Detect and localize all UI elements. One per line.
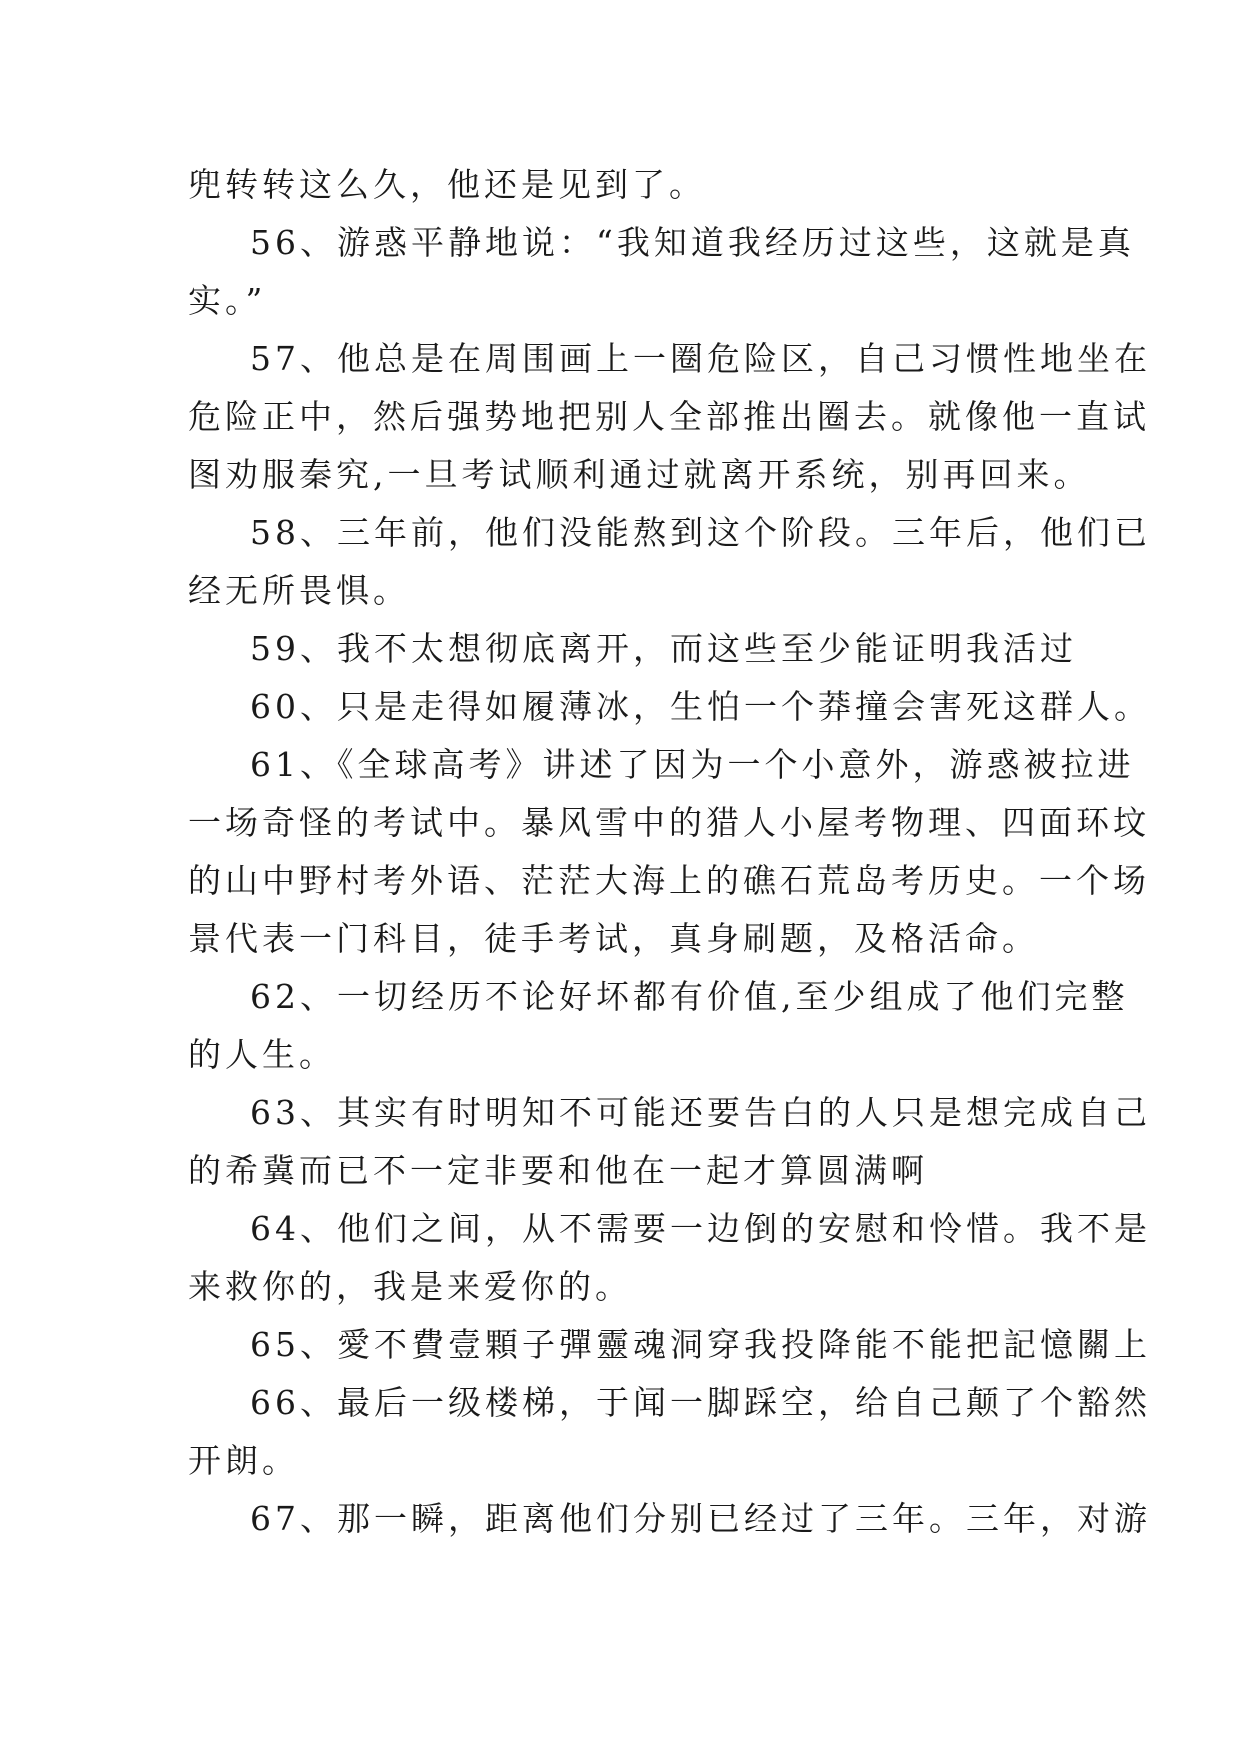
paragraph-65: 65、愛不費壹顆子彈靈魂洞穿我投降能不能把記憶關上 bbox=[250, 1325, 1151, 1364]
text-line: 开朗。 bbox=[188, 1441, 299, 1480]
text-line: 的希冀而已不一定非要和他在一起才算圆满啊 bbox=[188, 1151, 928, 1190]
paragraph-57: 57、他总是在周围画上一圈危险区，自己习惯性地坐在 bbox=[250, 339, 1151, 378]
text-line: 的山中野村考外语、茫茫大海上的礁石荒岛考历史。一个场 bbox=[188, 861, 1150, 900]
paragraph-61: 61、《全球高考》讲述了因为一个小意外，游惑被拉进 bbox=[250, 745, 1135, 784]
text-line: 实。” bbox=[188, 281, 267, 320]
text-line: 经无所畏惧。 bbox=[188, 571, 410, 610]
paragraph-56: 56、游惑平静地说：“我知道我经历过这些，这就是真 bbox=[250, 223, 1135, 262]
paragraph-62: 62、一切经历不论好坏都有价值,至少组成了他们完整 bbox=[250, 977, 1129, 1016]
paragraph-63: 63、其实有时明知不可能还要告白的人只是想完成自己 bbox=[250, 1093, 1151, 1132]
paragraph-58: 58、三年前，他们没能熬到这个阶段。三年后，他们已 bbox=[250, 513, 1151, 552]
paragraph-66: 66、最后一级楼梯，于闻一脚踩空，给自己颠了个豁然 bbox=[250, 1383, 1151, 1422]
text-line: 景代表一门科目，徒手考试，真身刷题，及格活命。 bbox=[188, 919, 1039, 958]
text-line: 的人生。 bbox=[188, 1035, 336, 1074]
paragraph-67: 67、那一瞬，距离他们分别已经过了三年。三年，对游 bbox=[250, 1499, 1151, 1538]
text-line: 图劝服秦究,一旦考试顺利通过就离开系统，别再回来。 bbox=[188, 455, 1091, 494]
text-line: 一场奇怪的考试中。暴风雪中的猎人小屋考物理、四面环坟 bbox=[188, 803, 1150, 842]
paragraph-60: 60、只是走得如履薄冰，生怕一个莽撞会害死这群人。 bbox=[250, 687, 1151, 726]
paragraph-64: 64、他们之间，从不需要一边倒的安慰和怜惜。我不是 bbox=[250, 1209, 1151, 1248]
paragraph-59: 59、我不太想彻底离开，而这些至少能证明我活过 bbox=[250, 629, 1077, 668]
text-line: 兜转转这么久，他还是见到了。 bbox=[188, 165, 706, 204]
text-line: 危险正中，然后强势地把别人全部推出圈去。就像他一直试 bbox=[188, 397, 1150, 436]
text-line: 来救你的，我是来爱你的。 bbox=[188, 1267, 632, 1306]
